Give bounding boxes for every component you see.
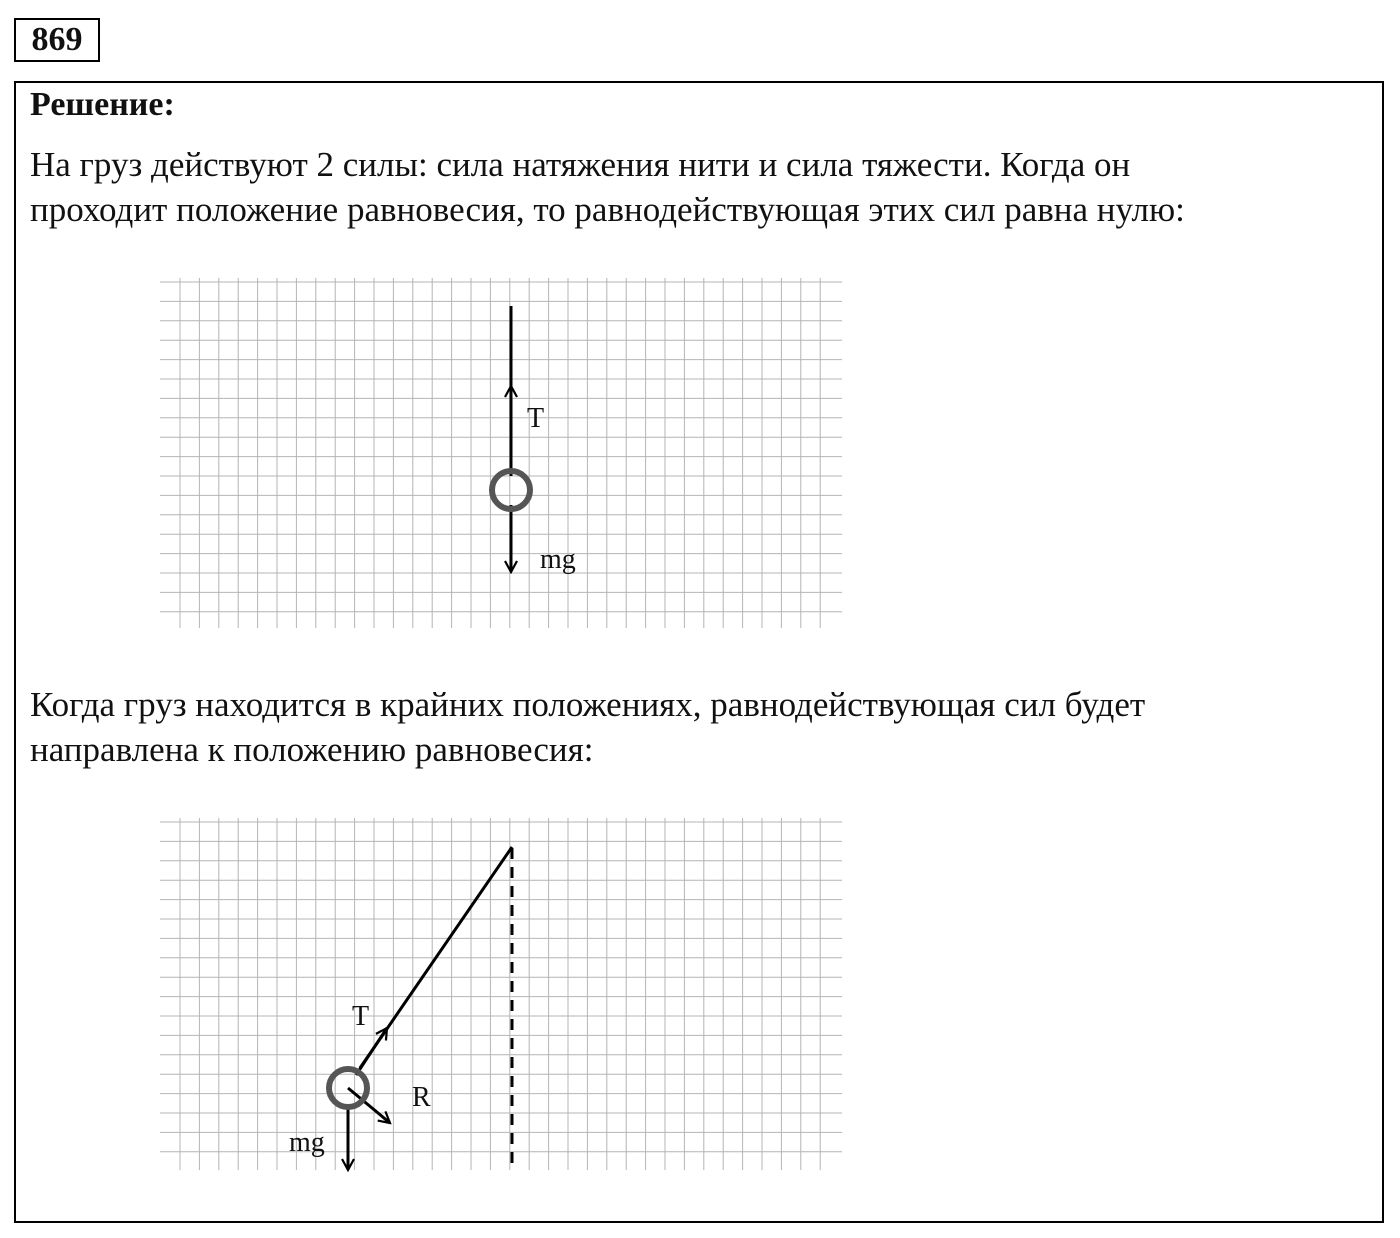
figure-equilibrium [160,278,842,628]
paragraph-2-line-1: Когда груз находится в крайних положениях, равнодействующая сил будет [30,685,1146,724]
grid-paper [160,818,842,1170]
solution-heading: Решение: [30,86,175,123]
paragraph-1-line-2: проходит положение равновесия, то равнодействующая этих сил равна нулю: [30,190,1185,229]
figure-extreme [160,818,842,1170]
paragraph-1-line-1: На груз действуют 2 силы: сила натяжения нити и сила тяжести. Когда он [30,145,1131,184]
bob [492,471,530,509]
tension-label: T [527,403,545,434]
gravity-label: mg [540,544,576,575]
problem-number: 869 [14,18,100,62]
resultant-label: R [412,1082,431,1113]
tension-label: T [352,1001,370,1032]
gravity-label: mg [289,1127,325,1158]
grid-paper [160,278,842,628]
paragraph-2-line-2: направлена к положению равновесия: [30,730,594,769]
